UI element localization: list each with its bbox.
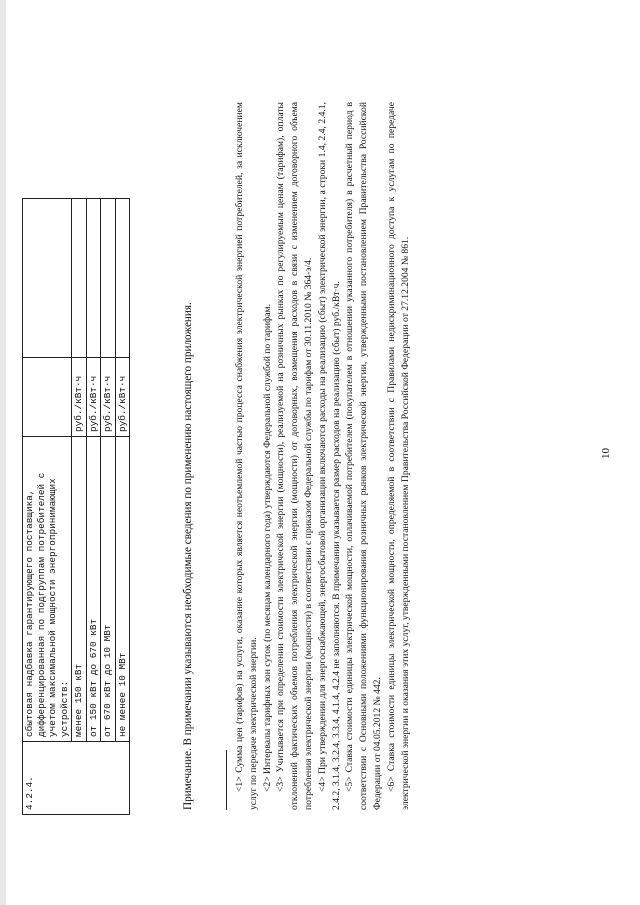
footnote-5: <5> Ставка стоимости единицы электрической мощности, оплачиваемой потребителем (покупателем в отношении указанного потребителя) в расчетный период в соответствии с Основными положениями функционирования розничных рынков электрической энергии, утвержденными постановлением Правительства Российской Федерации от 04.05.2012 № 442. bbox=[344, 102, 383, 810]
unit-cell: руб./кВт·ч bbox=[115, 358, 130, 437]
unit-cell bbox=[23, 358, 72, 437]
table-row bbox=[23, 199, 72, 815]
unit-cell: руб./кВт·ч bbox=[86, 358, 101, 437]
unit-cell: руб./кВт·ч bbox=[101, 358, 116, 437]
footnotes bbox=[233, 102, 412, 810]
table-row bbox=[72, 199, 87, 815]
value-cell bbox=[23, 199, 72, 358]
footnote-2: <2> Интервалы тарифных зон суток (по месяцам календарного года) утверждаются Федеральной службой по тарифам. bbox=[261, 303, 273, 792]
value-cell bbox=[101, 199, 116, 358]
row-label: менее 150 кВт bbox=[72, 437, 87, 742]
table-row bbox=[115, 199, 130, 815]
tariff-table bbox=[22, 198, 130, 815]
footnote-separator bbox=[226, 750, 227, 810]
table-row bbox=[86, 199, 101, 815]
row-number-cell: 4.2.4. bbox=[23, 742, 130, 815]
row-label: не менее 10 МВт bbox=[115, 437, 130, 742]
footnote-6: <6> Ставка стоимости единицы электрической мощности, определяемой в соответствии с Правилами недискриминационного доступа к услугам по передаче электрической энергии и оказания этих услуг, утвержденными постановлением Правительства Российской Федерации от 27.12.2004 № 861. bbox=[385, 102, 411, 810]
value-cell bbox=[115, 199, 130, 358]
row-label: от 670 кВт до 10 МВт bbox=[101, 437, 116, 742]
value-cell bbox=[72, 199, 87, 358]
note-paragraph: Примечание. В примечании указываются необходимые сведения по применению настоящего приложения. bbox=[182, 302, 194, 810]
footnote-1: <1> Сумма цен (тарифов) на услуги, оказание которых является неотъемлемой частью процесса снабжения электрической энергией потребителей, за исключением услуг по передаче электрической энергии. bbox=[234, 102, 259, 810]
footnote-3: <3> Учитывается при определении стоимости электрической энергии (мощности), реализуемой на розничных рынках по регулируемым ценам (тарифам), оплаты отклонений фактических объемов потребления электрической энергии (мощности) от договорных, возмещения расходов в связи с изменением договорного объема потребления электрической энергии (мощности) в соответствии с приказом Федеральной службы по тарифам от 30.11.2010 № 364-э/4. bbox=[275, 102, 314, 810]
row-header-text: сбытовая надбавка гарантирующего поставщика, дифференцированная по подгруппам потребителей с учетом максимальной мощности энергопринимающих устройств: bbox=[23, 437, 72, 742]
page-number: 10 bbox=[600, 448, 612, 459]
table-row bbox=[101, 199, 116, 815]
row-label: от 150 кВт до 670 кВт bbox=[86, 437, 101, 742]
footnote-4: <4> При утверждении для энергоснабжающей, энергосбытовой организации включаются расходы на реализацию (сбыт) электрической энергии, а строки 1.4, 2.4, 2.4.1, 2.4.2, 3.1.4, 3.2.4, 3.3.4, 4.1.4, 4.2.4 не заполняются. В примечании указывается размер расходов на реализацию (сбыт) руб./кВт·ч. bbox=[316, 102, 342, 810]
unit-cell: руб./кВт·ч bbox=[72, 358, 87, 437]
value-cell bbox=[86, 199, 101, 358]
